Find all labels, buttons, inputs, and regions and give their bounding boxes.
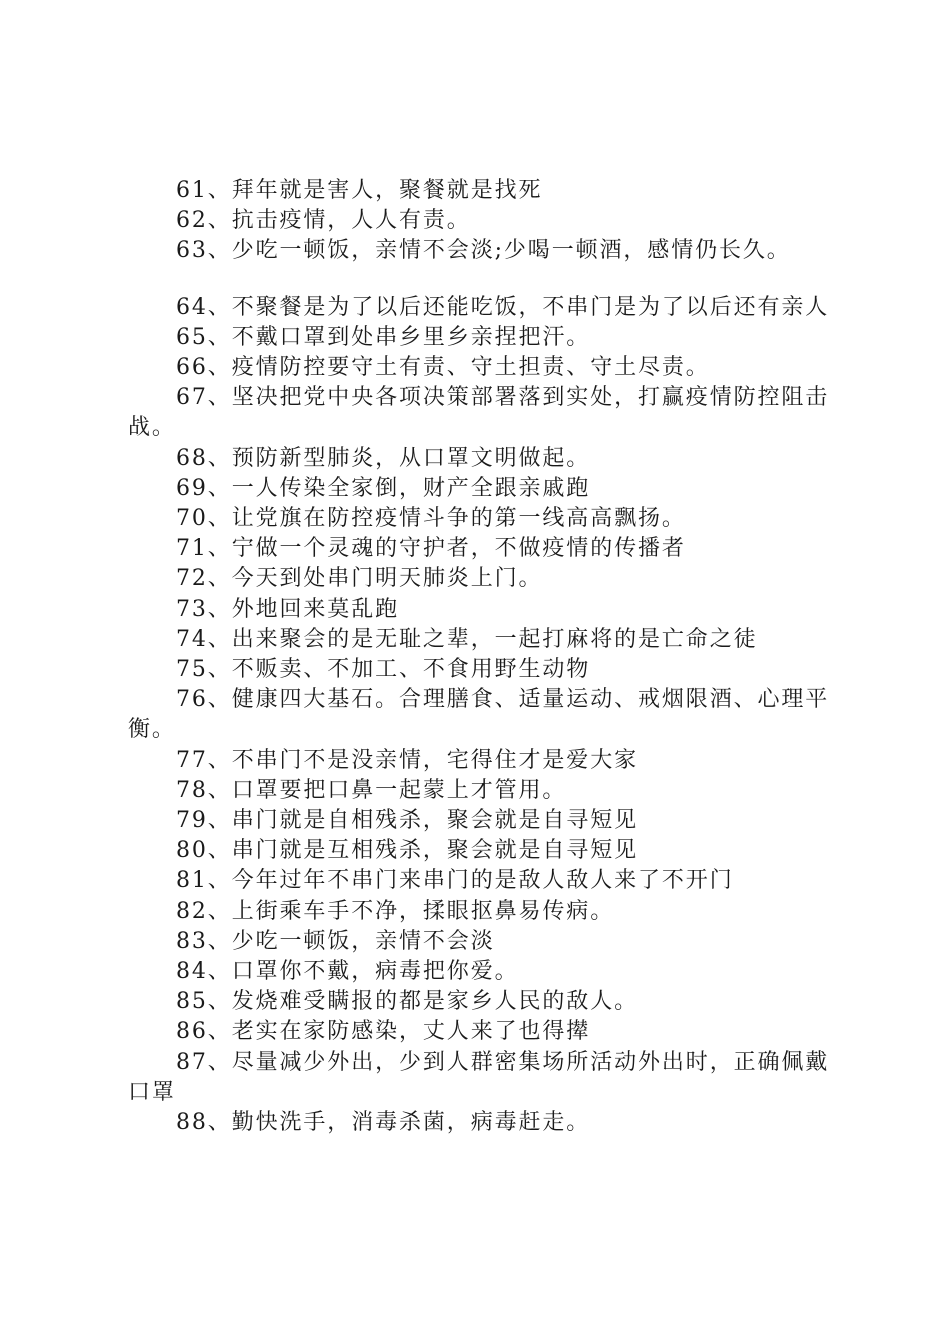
slogan-line: 77、不串门不是没亲情，宅得住才是爱大家 <box>176 747 638 773</box>
slogan-line: 78、口罩要把口鼻一起蒙上才管用。 <box>176 777 567 803</box>
slogan-line: 65、不戴口罩到处串乡里乡亲捏把汗。 <box>176 324 591 350</box>
slogan-line: 64、不聚餐是为了以后还能吃饭，不串门是为了以后还有亲人 <box>176 294 830 320</box>
slogan-line: 69、一人传染全家倒，财产全跟亲戚跑 <box>176 475 591 501</box>
slogan-line: 79、串门就是自相残杀，聚会就是自寻短见 <box>176 808 638 834</box>
slogan-line: 83、少吃一顿饭，亲情不会淡 <box>176 928 495 954</box>
slogan-line: 75、不贩卖、不加工、不食用野生动物 <box>176 657 591 683</box>
slogan-line: 62、抗击疫情，人人有责。 <box>176 208 471 234</box>
slogan-line: 66、疫情防控要守土有责、守土担责、守土尽责。 <box>176 355 710 381</box>
slogan-line: 84、口罩你不戴，病毒把你爱。 <box>176 959 519 985</box>
slogan-line: 68、预防新型肺炎，从口罩文明做起。 <box>176 445 591 471</box>
document-body <box>128 176 830 1138</box>
slogan-line: 86、老实在家防感染，丈人来了也得撵 <box>176 1019 591 1045</box>
slogan-line: 85、发烧难受瞒报的都是家乡人民的敌人。 <box>176 989 638 1015</box>
slogan-line: 70、让党旗在防控疫情斗争的第一线高高飘扬。 <box>176 506 686 532</box>
slogan-line: 88、勤快洗手，消毒杀菌，病毒赶走。 <box>176 1110 591 1136</box>
slogan-line: 74、出来聚会的是无耻之辈，一起打麻将的是亡命之徒 <box>176 626 758 652</box>
slogan-line: 80、串门就是互相残杀，聚会就是自寻短见 <box>176 838 638 864</box>
slogan-line: 73、外地回来莫乱跑 <box>176 596 399 622</box>
slogan-line: 72、今天到处串门明天肺炎上门。 <box>176 566 543 592</box>
slogan-line: 63、少吃一顿饭，亲情不会淡;少喝一顿酒，感情仍长久。 <box>176 238 791 264</box>
slogan-line: 67、坚决把党中央各项决策部署落到实处，打赢疫情防控阻击战。 <box>128 385 830 441</box>
slogan-line: 87、尽量减少外出，少到人群密集场所活动外出时，正确佩戴口罩 <box>128 1049 830 1105</box>
slogan-line: 81、今年过年不串门来串门的是敌人敌人来了不开门 <box>176 868 734 894</box>
slogan-line: 71、宁做一个灵魂的守护者，不做疫情的传播者 <box>176 536 686 562</box>
slogan-line: 82、上街乘车手不净，揉眼抠鼻易传病。 <box>176 898 615 924</box>
slogan-line: 61、拜年就是害人，聚餐就是找死 <box>176 178 543 203</box>
slogan-line: 76、健康四大基石。合理膳食、适量运动、戒烟限酒、心理平衡。 <box>128 687 830 743</box>
